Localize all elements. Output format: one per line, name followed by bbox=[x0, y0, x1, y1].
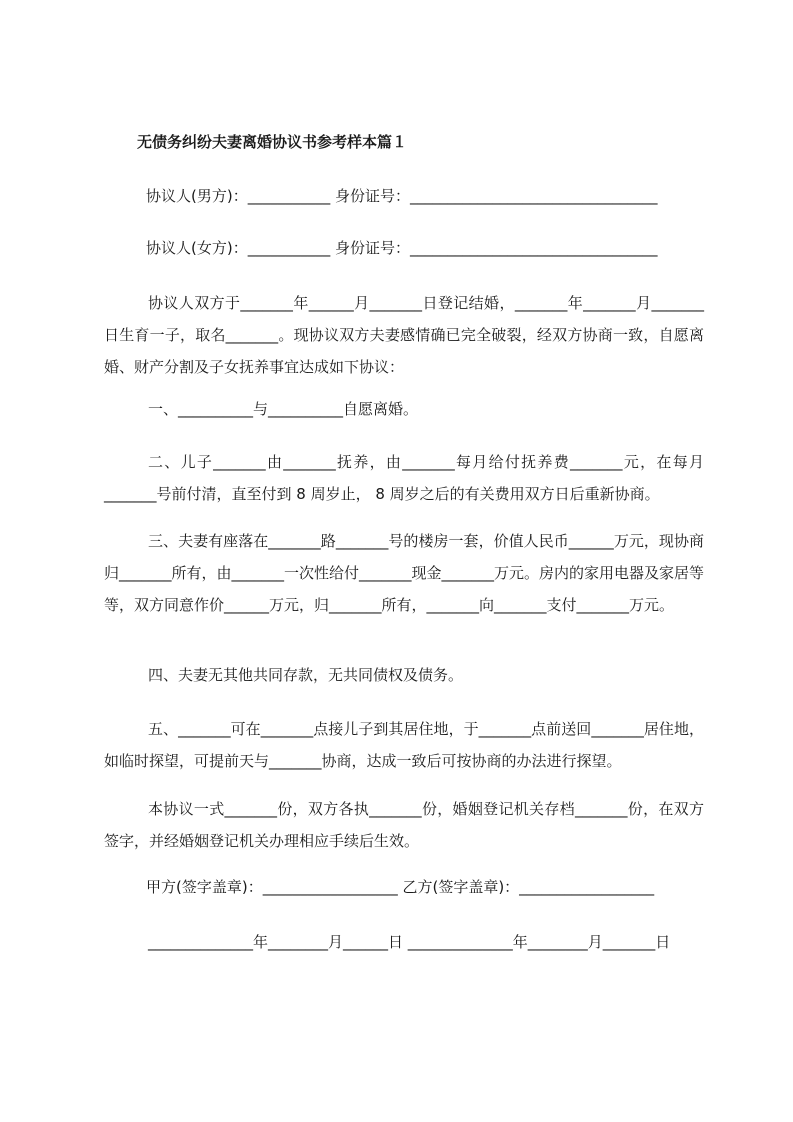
paragraph-effectiveness: 本协议一式_______份，双方各执_______份，婚姻登记机关存档_______份，在双方签字，并经婚姻登记机关办理相应手续后生效。 bbox=[104, 800, 704, 850]
date-line: ______________年________月______日 ______________年________月_______日 bbox=[148, 933, 671, 951]
party-male-line: 协议人(男方)：___________ 身份证号：_________________________________ bbox=[146, 187, 658, 205]
paragraph-clause-3: 三、夫妻有座落在_______路_______号的楼房一套，价值人民币______万元，现协商归_______所有，由_______一次性给付_______现金_______万元。房内的家用电器及家居等等，双方同意作价______万元，归_______所有，_______向_______支付_______万元。 bbox=[104, 532, 705, 614]
party-female-line: 协议人(女方)：___________ 身份证号：_________________________________ bbox=[146, 239, 658, 257]
paragraph-intro: 协议人双方于_______年______月_______日登记结婚，_______年_______月_______日生育一子，取名_______。现协议双方夫妻感情确已完全破裂，经双方协商一致，自愿离婚、财产分割及子女抚养事宜达成如下协议： bbox=[104, 294, 704, 376]
paragraph-clause-5: 五、_______可在_______点接儿子到其居住地，于_______点前送回_______居住地，如临时探望，可提前天与_______协商，达成一致后可按协商的办法进行探望。 bbox=[104, 720, 704, 770]
paragraph-clause-4: 四、夫妻无其他共同存款，无共同债权及债务。 bbox=[148, 666, 464, 684]
signature-line: 甲方(签字盖章)：__________________ 乙方(签字盖章)：__________________ bbox=[146, 878, 655, 896]
paragraph-clause-1: 一、__________与__________自愿离婚。 bbox=[148, 400, 419, 418]
paragraph-clause-2: 二、儿子_______由_______抚养，由_______每月给付抚养费_______元，在每月_______号前付清，直至付到 8 周岁止， 8 周岁之后的有关费用双方日后重新协商。 bbox=[104, 453, 704, 503]
document-title: 无债务纠纷夫妻离婚协议书参考样本篇１ bbox=[137, 133, 408, 151]
